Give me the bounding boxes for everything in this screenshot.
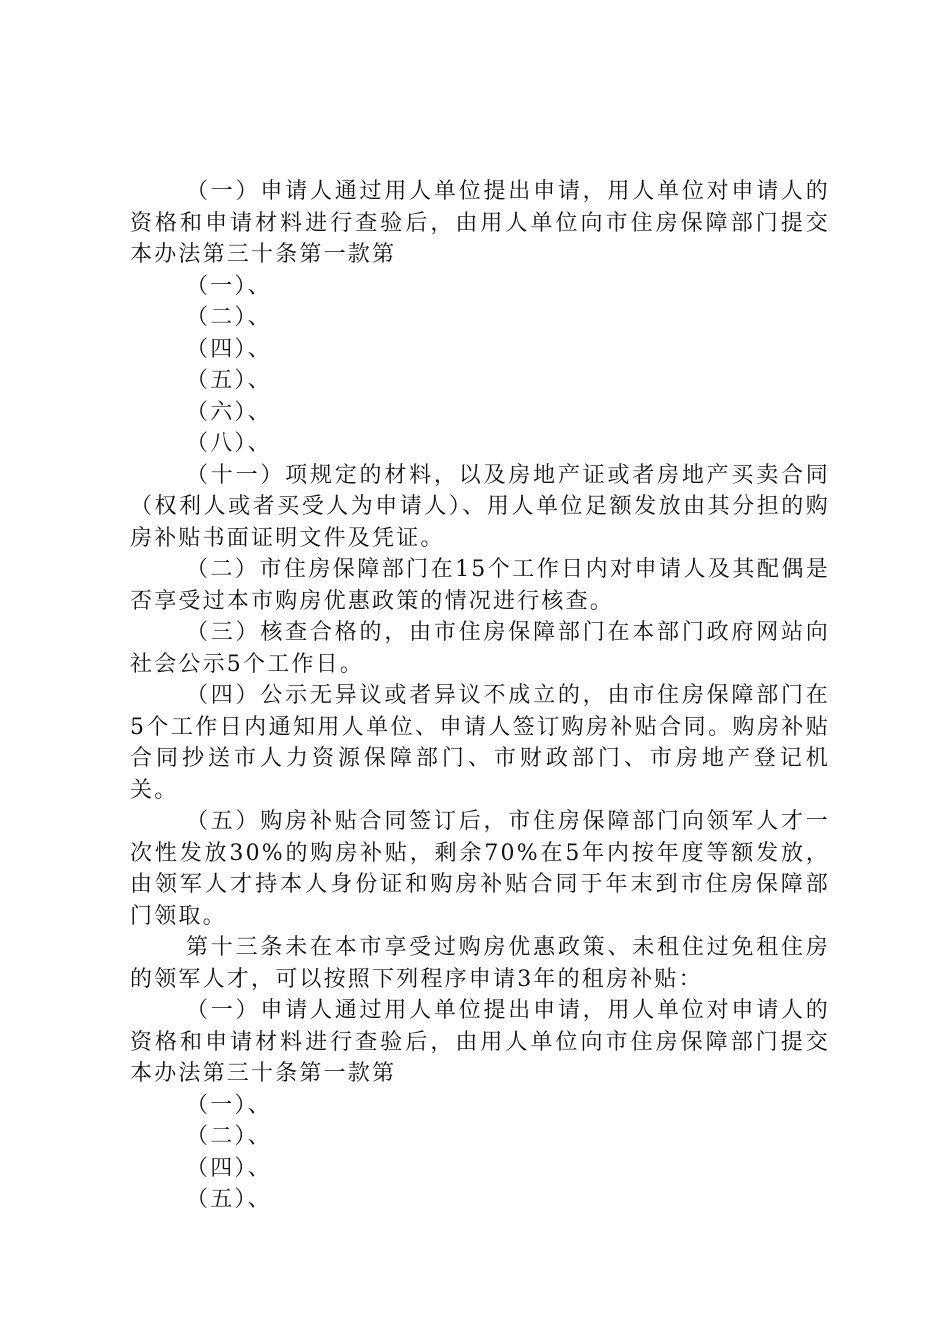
paragraph-publicity: （三）核查合格的，由市住房保障部门在本部门政府网站向社会公示5个工作日。	[130, 620, 830, 677]
paragraph-payment: （五）购房补贴合同签订后，市住房保障部门向领军人才一次性发放30%的购房补贴，剩余70%在5年内按年度等额发放，由领军人才持本人身份证和购房补贴合同于年末到市住房保障部门领取。	[130, 809, 830, 929]
list-item: （二）、	[186, 305, 272, 330]
paragraph-contract: （四）公示无异议或者异议不成立的，由市住房保障部门在5个工作日内通知用人单位、申请人签订购房补贴合同。购房补贴合同抄送市人力资源保障部门、市财政部门、市房地产登记机关。	[130, 683, 830, 803]
list-item: （四）、	[186, 1155, 272, 1181]
list-item: （六）、	[186, 399, 272, 425]
list-item: （一）、	[186, 273, 272, 299]
paragraph-article-13: 第十三条未在本市享受过购房优惠政策、未租住过免租住房的领军人才，可以按照下列程序申请3年的租房补贴：	[130, 935, 830, 992]
paragraph-application-submit: （一）申请人通过用人单位提出申请，用人单位对申请人的资格和申请材料进行查验后，由用人单位向市住房保障部门提交本办法第三十条第一款第	[130, 998, 830, 1086]
list-item: （八）、	[186, 431, 272, 456]
list-item: （五）、	[186, 368, 272, 393]
paragraph-materials: （十一）项规定的材料，以及房地产证或者房地产买卖合同（权利人或者买受人为申请人）、用人单位足额发放由其分担的购房补贴书面证明文件及凭证。	[130, 462, 830, 551]
paragraph-application-submit: （一）申请人通过用人单位提出申请，用人单位对申请人的资格和申请材料进行查验后，由用人单位向市住房保障部门提交本办法第三十条第一款第	[130, 179, 830, 267]
list-item: （一）、	[186, 1092, 272, 1118]
document-body	[130, 176, 830, 1216]
paragraph-verification: （二）市住房保障部门在15个工作日内对申请人及其配偶是否享受过本市购房优惠政策的情况进行核查。	[130, 557, 830, 614]
list-item: （四）、	[186, 336, 272, 362]
list-item: （五）、	[186, 1187, 272, 1212]
list-item: （二）、	[186, 1124, 272, 1149]
